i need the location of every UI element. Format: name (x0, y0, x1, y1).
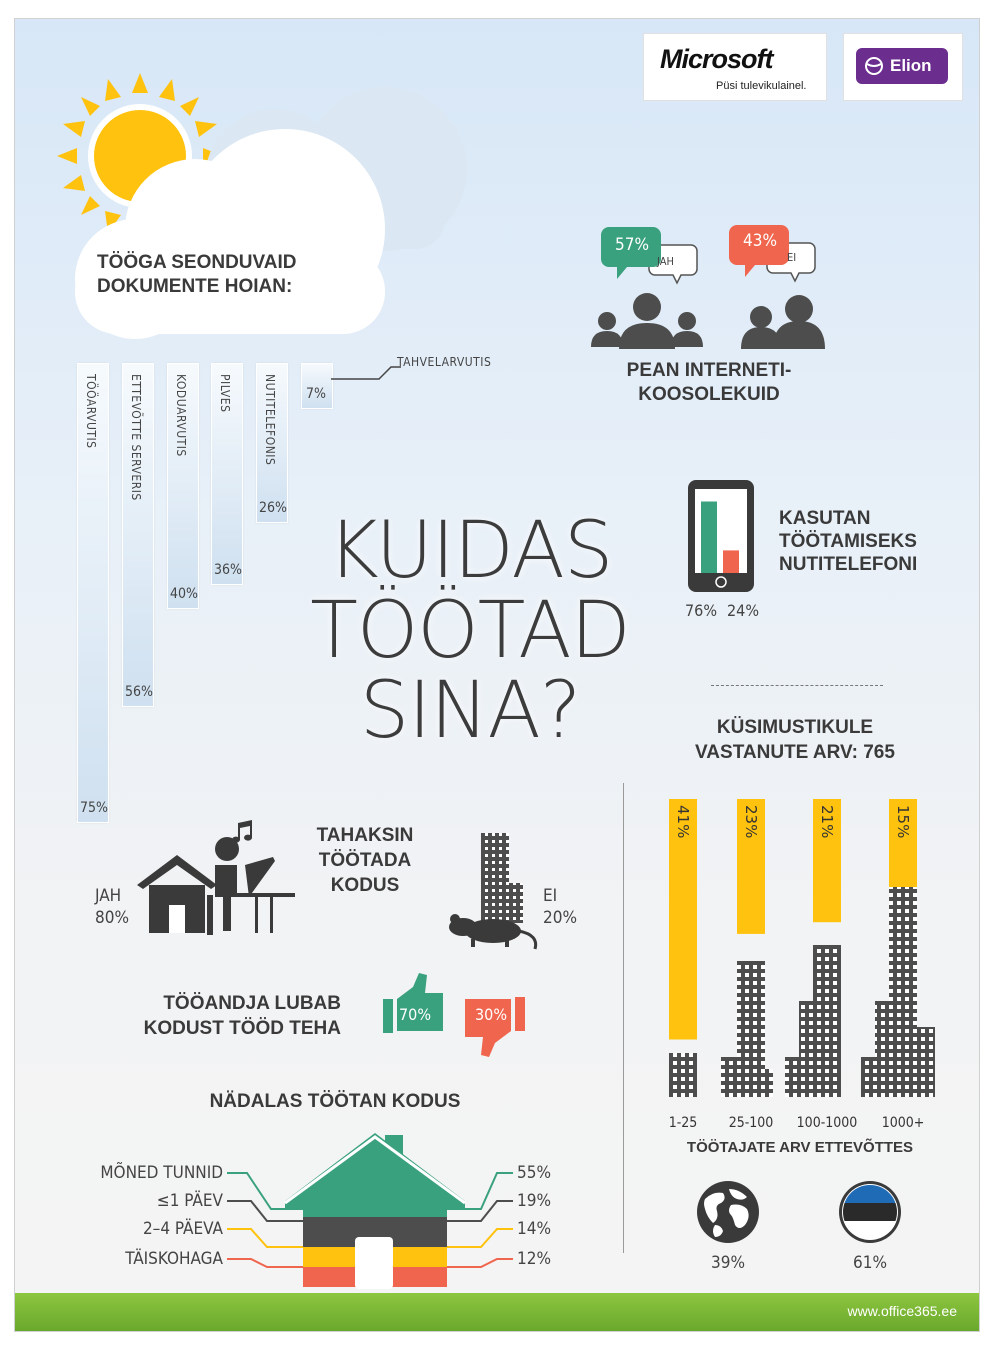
office-rat-icon (441, 831, 541, 955)
storage-label-pilves: PILVES (218, 374, 232, 413)
smartphone-heading-line1: KASUTAN (779, 508, 871, 529)
weekly-value-1day: 19% (517, 1191, 551, 1211)
footer-url-link[interactable]: www.office365.ee (847, 1303, 957, 1319)
work-home-heading-line3: KODUS (330, 875, 400, 896)
company-size-chart (655, 779, 945, 1119)
microsoft-logo (643, 33, 827, 101)
elion-globe-icon (864, 56, 884, 76)
estonia-value: 61% (853, 1253, 887, 1273)
employer-heading-line1: TÖÖANDJA LUBAB (163, 993, 341, 1014)
smartphone-chart (687, 479, 755, 593)
storage-heading-line2: DOKUMENTE HOIAN: (97, 276, 293, 297)
company-value-1-25: 41% (674, 805, 692, 839)
smartphone-no-bar (723, 550, 739, 573)
respondents-line1: KÜSIMUSTIKULE (716, 717, 874, 738)
meetings-caption-line2: KOOSOLEKUID (638, 384, 780, 405)
work-home-no-value: 20% (543, 908, 577, 928)
work-home-heading (305, 823, 425, 898)
company-category-1000+: 1000+ (881, 1115, 925, 1131)
weekly-value-fulltime: 12% (517, 1249, 551, 1269)
weekly-label-hours: MÕNED TUNNID (100, 1163, 223, 1183)
weekly-right-leaders (447, 1163, 513, 1273)
microsoft-tagline: Püsi tulevikulainel. (716, 80, 807, 92)
weekly-value-hours: 55% (517, 1163, 551, 1183)
weekly-value-2-4days: 14% (517, 1219, 551, 1239)
infographic-frame (14, 18, 980, 1332)
company-category-1-25: 1-25 (668, 1115, 698, 1131)
smartphone-yes-value: 76% (685, 601, 717, 620)
employer-no-value: 30% (475, 1005, 507, 1024)
main-title (305, 506, 635, 756)
meetings-no-pct: 43% (743, 231, 777, 251)
storage-bar-koduarvutis (167, 363, 199, 609)
storage-label-tahvelarvutis: TAHVELARVUTIS (397, 355, 492, 369)
storage-value-tahvelarvutis: 7% (306, 386, 326, 402)
elion-logo (843, 33, 963, 101)
building-group-1-25 (669, 1053, 697, 1097)
employer-yes-value: 70% (399, 1005, 431, 1024)
building-group-100-1000 (785, 945, 841, 1097)
meetings-caption (599, 359, 819, 407)
storage-bar-serveris (122, 363, 154, 707)
main-title-line1: KUIDAS (327, 506, 613, 596)
work-home-no (543, 885, 577, 929)
company-value-100-1000: 21% (818, 805, 836, 839)
employer-heading-line2: KODUST TÖÖD TEHA (143, 1018, 341, 1039)
smartphone-yes-bar (701, 502, 717, 574)
meetings-caption-line1: PEAN INTERNETI- (626, 360, 792, 381)
main-title-line2: TÖÖTAD (310, 586, 630, 676)
work-home-no-label: EI (543, 886, 558, 906)
storage-heading-line1: TÖÖGA SEONDUVAID (97, 252, 297, 273)
storage-label-nutitelefonis: NUTITELEFONIS (263, 374, 277, 466)
work-home-yes (95, 885, 129, 929)
storage-value-pilves: 36% (214, 562, 242, 578)
storage-bar-nutitelefonis (256, 363, 288, 523)
world-globe-icon (695, 1179, 761, 1245)
meetings-no-label: EI (787, 251, 797, 264)
elion-badge (856, 48, 948, 84)
column-separator (623, 783, 624, 1253)
work-home-yes-value: 80% (95, 908, 129, 928)
microsoft-wordmark: Microsoft (660, 44, 773, 74)
weekly-label-1day: ≤1 PÄEV (156, 1191, 223, 1211)
storage-bar-pilves (211, 363, 243, 585)
storage-label-tooarvutis: TÖÖARVUTIS (84, 374, 98, 449)
company-value-25-100: 23% (742, 805, 760, 839)
work-home-heading-line2: TÖÖTADA (318, 850, 412, 871)
section-divider (711, 685, 883, 686)
meeting-people-no-icon (737, 289, 827, 349)
tahvelarvutis-leader-line (331, 363, 401, 383)
elion-label: Elion (890, 56, 932, 75)
world-value: 39% (711, 1253, 745, 1273)
storage-value-tooarvutis: 75% (80, 800, 108, 816)
music-note-icon (231, 819, 255, 847)
storage-value-serveris: 56% (125, 684, 153, 700)
building-group-25-100 (721, 961, 773, 1097)
footer-bar (15, 1293, 979, 1331)
weekly-label-2-4days: 2–4 PÄEVA (142, 1219, 223, 1239)
smartphone-heading (779, 507, 917, 576)
meeting-people-yes-icon (589, 289, 705, 349)
weekly-label-fulltime: TÄISKOHAGA (125, 1249, 223, 1269)
smartphone-heading-line2: TÖÖTAMISEKS (779, 531, 917, 552)
thumbs-up-icon (381, 971, 447, 1035)
smartphone-no-value: 24% (727, 601, 759, 620)
weekly-band-hours (303, 1209, 447, 1217)
storage-bar-tahvelarvutis (301, 363, 333, 409)
work-home-yes-label: JAH (95, 886, 122, 906)
company-xlabel: TÖÖTAJATE ARV ETTEVÕTTES (686, 1139, 914, 1156)
weekly-heading: NÄDALAS TÖÖTAN KODUS (209, 1091, 461, 1112)
company-category-100-1000: 100-1000 (796, 1115, 858, 1131)
meetings-yes-pct: 57% (615, 235, 649, 255)
weekly-left-leaders (227, 1163, 303, 1273)
meetings-yes-label: JAH (657, 255, 674, 268)
home-worker-icon (135, 825, 295, 941)
storage-label-serveris: ETTEVÕTTE SERVERIS (129, 374, 143, 501)
estonia-flag-globe-icon (837, 1179, 903, 1245)
smartphone-heading-line3: NUTITELEFONI (779, 554, 918, 575)
work-home-heading-line1: TAHAKSIN (316, 825, 414, 846)
storage-label-koduarvutis: KODUARVUTIS (174, 374, 188, 457)
storage-value-koduarvutis: 40% (170, 586, 198, 602)
respondents-heading (675, 715, 915, 765)
company-value-1000+: 15% (894, 805, 912, 839)
company-category-25-100: 25-100 (728, 1115, 774, 1131)
storage-heading (97, 251, 297, 299)
storage-bar-tooarvutis (77, 363, 109, 823)
employer-heading (111, 991, 341, 1041)
storage-value-nutitelefonis: 26% (259, 500, 287, 516)
main-title-line3: SINA? (359, 666, 581, 756)
respondents-line2: VASTANUTE ARV: 765 (695, 742, 895, 763)
